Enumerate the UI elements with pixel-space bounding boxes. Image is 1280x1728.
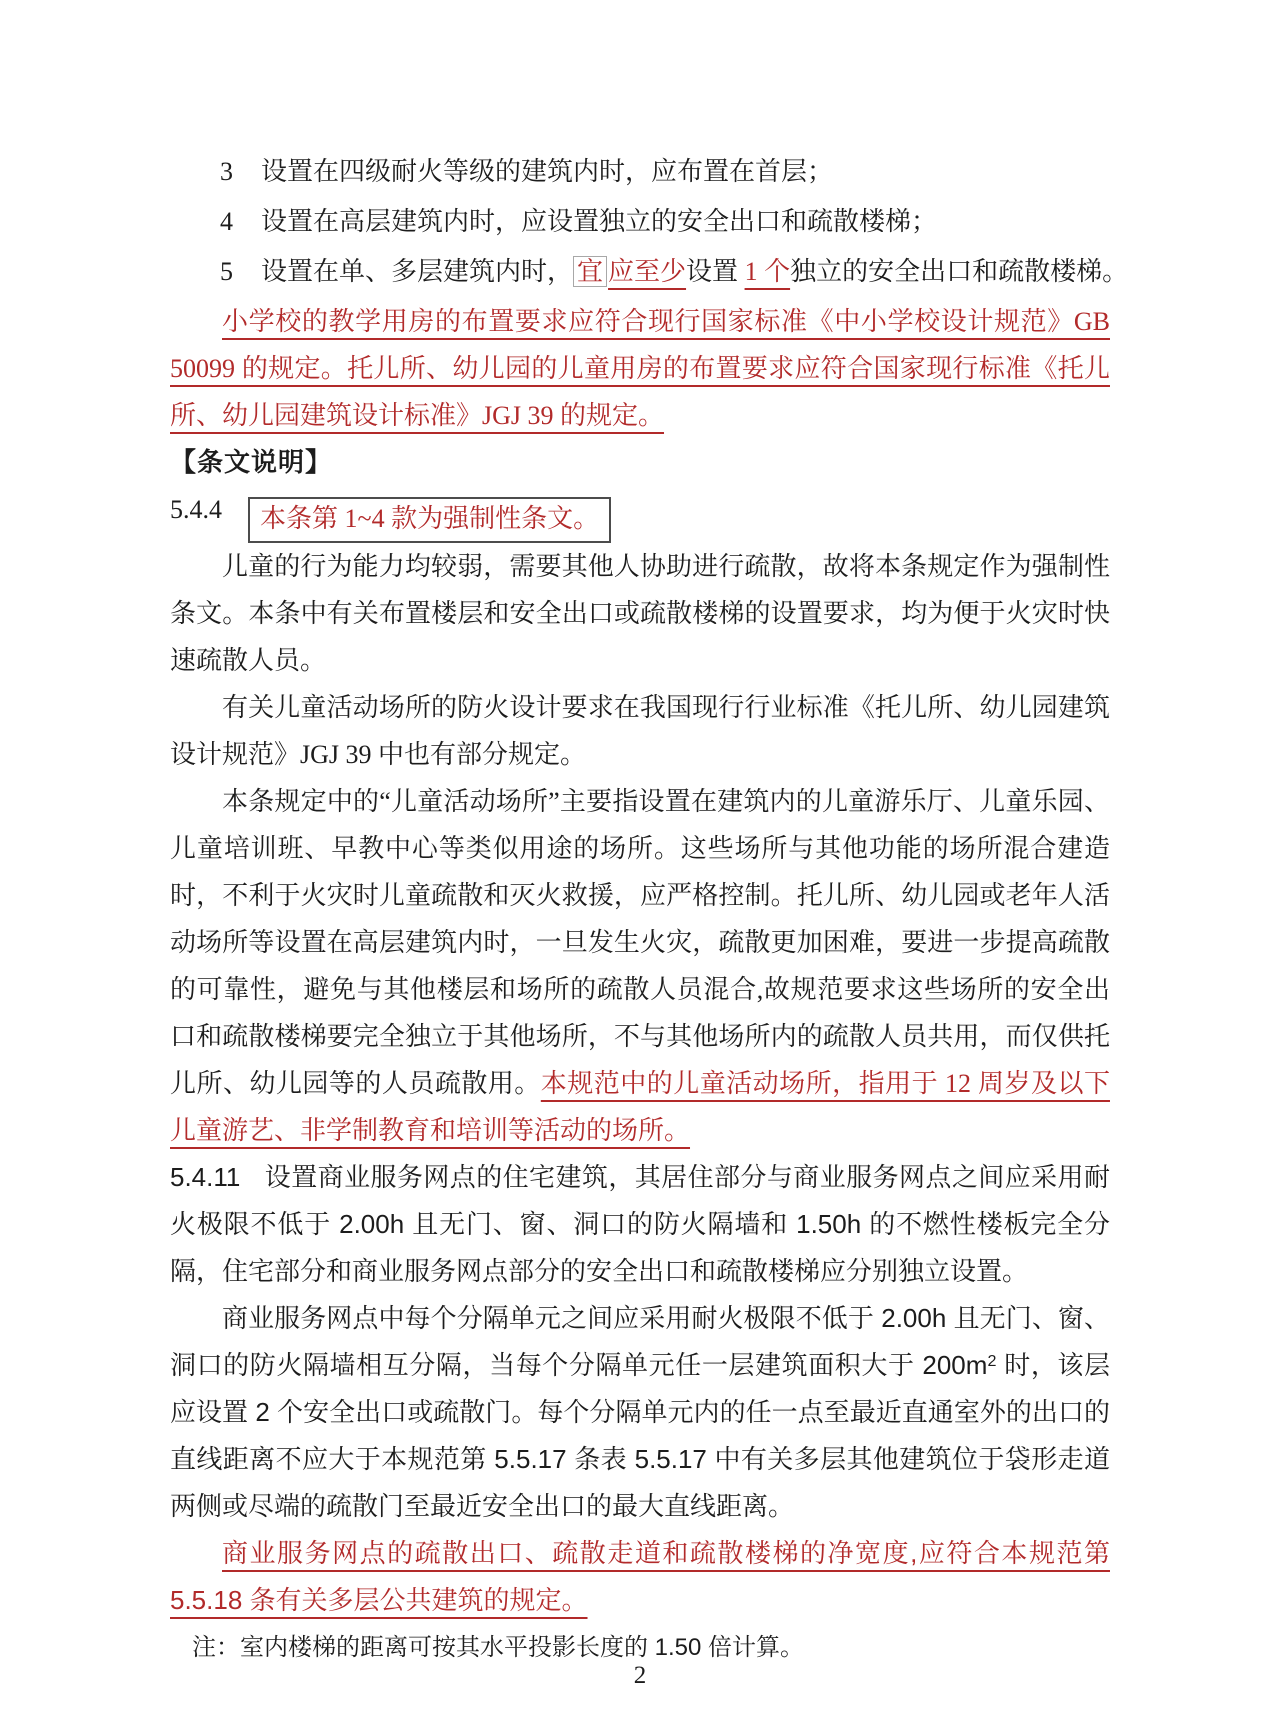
inserted-text-2: 1 个: [744, 257, 791, 286]
superscript-2: 2: [987, 1352, 997, 1370]
inserted-revision-paragraph: 小学校的教学用房的布置要求应符合现行国家标准《中小学校设计规范》GB 50099 的规定。托儿所、幼儿园的儿童用房的布置要求应符合国家现行标准《托儿所、幼儿园建筑设计标准》JGJ 39 的规定。: [170, 307, 1110, 430]
paragraph-2-text-end: 时，该层应设置 2 个安全出口或疏散门。每个分隔单元内的任一点至最近直通室外的出口的直线距离不应大于本规范第 5.5.17 条表 5.5.17 中有关多层其他建筑位于袋形走道两侧或尽端的疏散门至最近安全出口的最大直线距离。: [170, 1350, 1110, 1521]
item-4-number: 4: [220, 207, 233, 236]
explanation-paragraph-1: 儿童的行为能力均较弱，需要其他人协助进行疏散，故将本条规定作为强制性条文。本条中有关布置楼层和安全出口或疏散楼梯的设置要求，均为便于火灾时快速疏散人员。: [170, 552, 1110, 675]
explanation-paragraph-3: [170, 778, 1110, 1154]
list-item-3: [170, 148, 1110, 195]
explanation-paragraph-2: 有关儿童活动场所的防火设计要求在我国现行行业标准《托儿所、幼儿园建筑设计规范》JGJ 39 中也有部分规定。: [170, 693, 1110, 769]
clause-5-4-11-paragraph-2: [170, 1295, 1110, 1530]
deleted-char-box: 宜: [573, 256, 607, 287]
document-body: [170, 148, 1129, 1671]
clause-5-4-4-note-line: [170, 486, 1110, 543]
explanation-paragraph-3-black: 本条规定中的“儿童活动场所”主要指设置在建筑内的儿童游乐厅、儿童乐园、儿童培训班、早教中心等类似用途的场所。这些场所与其他功能的场所混合建造时，不利于火灾时儿童疏散和灭火救援，应严格控制。托儿所、幼儿园或老年人活动场所等设置在高层建筑内时，一旦发生火灾，疏散更加困难，要进一步提高疏散的可靠性，避免与其他楼层和场所的疏散人员混合,故规范要求这些场所的安全出口和疏散楼梯要完全独立于其他场所，不与其他场所内的疏散人员共用，而仅供托儿所、幼儿园等的人员疏散用。: [170, 787, 1110, 1098]
list-item-4: [170, 198, 1110, 245]
inserted-text-1: 应至少: [608, 257, 687, 286]
item-3-text: 设置在四级耐火等级的建筑内时，应布置在首层；: [261, 157, 834, 186]
item-4-text: 设置在高层建筑内时，应设置独立的安全出口和疏散楼梯；: [261, 207, 938, 236]
boxed-mandatory-note: 本条第 1~4 款为强制性条文。: [248, 497, 611, 543]
clause-note: 注：室内楼梯的距离可按其水平投影长度的 1.50 倍计算。: [192, 1634, 805, 1661]
list-item-5: [170, 248, 1129, 295]
explanation-paragraph-3-red: 本规范中的儿童活动场所，指用于 12 周岁及以下儿童游艺、非学制教育和培训等活动的场所。: [170, 1069, 1110, 1145]
clause-5-4-11-text: 设置商业服务网点的住宅建筑，其居住部分与商业服务网点之间应采用耐火极限不低于 2.00h 且无门、窗、洞口的防火隔墙和 1.50h 的不燃性楼板完全分隔，住宅部分和商业服务网点部分的安全出口和疏散楼梯应分别独立设置。: [170, 1162, 1110, 1286]
item-5-text-lead: 设置在单、多层建筑内时，: [261, 257, 574, 286]
item-3-number: 3: [220, 157, 233, 186]
item-5-text-tail: 独立的安全出口和疏散楼梯。: [790, 257, 1129, 286]
clause-5-4-11-paragraph-1: [170, 1154, 1110, 1295]
item-5-number: 5: [220, 257, 233, 286]
clause-5-4-11-number: 5.4.11: [170, 1162, 241, 1192]
page-number: 2: [633, 1662, 647, 1689]
clause-5-4-4-number: 5.4.4: [170, 495, 222, 524]
explanation-heading: 【条文说明】: [170, 447, 333, 477]
clause-5-4-11-revision-paragraph: 商业服务网点的疏散出口、疏散走道和疏散楼梯的净宽度,应符合本规范第 5.5.18 条有关多层公共建筑的规定。: [170, 1538, 1110, 1615]
item-5-text-mid: 设置: [686, 257, 745, 286]
paragraph-2-text-start: 商业服务网点中每个分隔单元之间应采用耐火极限不低于 2.00h 且无门、窗、洞口的防火隔墙相互分隔，当每个分隔单元任一层建筑面积大于 200m: [170, 1303, 1110, 1380]
